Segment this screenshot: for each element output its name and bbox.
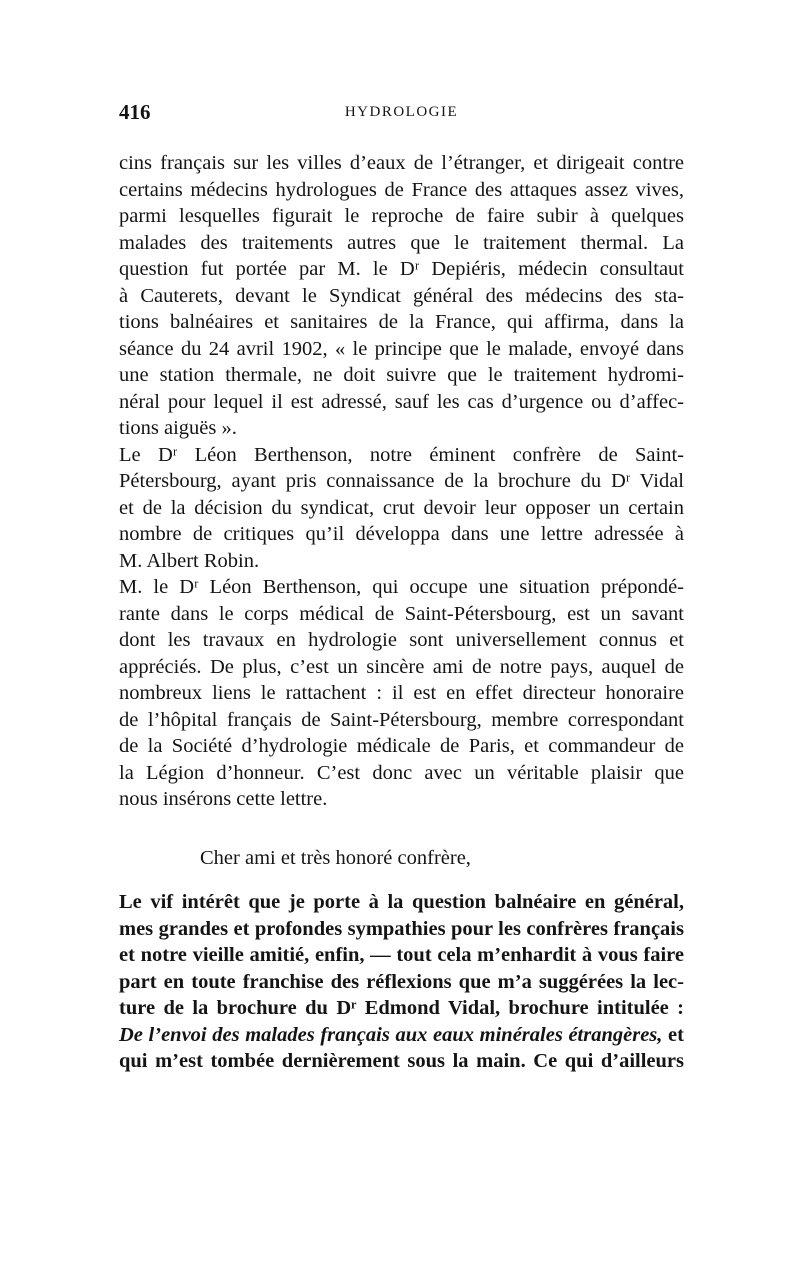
text-line: certains médecins hydrologues de France des attaques assez vives, (119, 178, 684, 201)
text-line: nombreux liens le rattachent : il est en effet directeur honoraire (119, 682, 684, 704)
letter-line-with-title (119, 1022, 684, 1049)
letter-line: ture de la brochure du Dʳ Edmond Vidal, brochure intitulée : (119, 997, 684, 1019)
text-line: une station thermale, ne doit suivre que le traitement hydromi- (119, 364, 684, 386)
letter-line: et notre vieille amitié, enfin, — tout cela m’enhardit à vous faire (119, 944, 684, 966)
text-line: M. le Dʳ Léon Berthenson, qui occupe une situation prépondé- (119, 576, 684, 598)
text-line: nous insérons cette lettre. (119, 788, 328, 810)
text-line: M. Albert Robin. (119, 549, 260, 572)
text-line: et de la décision du syndicat, crut devoir leur opposer un certain (119, 496, 684, 519)
running-title: HYDROLOGIE (344, 104, 459, 120)
page-number: 416 (119, 100, 151, 124)
text-line: la Légion d’honneur. C’est donc avec un véritable plaisir que (119, 761, 684, 784)
text-line: de la Société d’hydrologie médicale de Paris, et commandeur de (119, 735, 684, 757)
text-line: parmi lesquelles figurait le reproche de faire subir à quelques (119, 205, 684, 227)
letter-salutation: Cher ami et très honoré confrère, (200, 846, 471, 869)
letter-line: qui m’est tombée dernièrement sous la main. Ce qui d’ailleurs (119, 1050, 684, 1072)
brochure-title: De l’envoi des malades français aux eaux minérales étrangères, (119, 1023, 663, 1046)
letter-line: Le vif intérêt que je porte à la question balnéaire en général, (119, 891, 684, 913)
body-text (119, 150, 684, 813)
text-line: malades des traitements autres que le traitement thermal. La (119, 231, 684, 254)
text-line: question fut portée par M. le Dʳ Depiéris, médecin consultaut (119, 258, 684, 280)
text-line: appréciés. De plus, c’est un sincère ami de notre pays, auquel de (119, 655, 684, 678)
running-head (119, 100, 684, 130)
text-line: Pétersbourg, ayant pris connaissance de la brochure du Dʳ Vidal (119, 470, 684, 492)
text-line: tions aiguës ». (119, 417, 237, 439)
letter-line: mes grandes et profondes sympathies pour les confrères français (119, 917, 684, 940)
book-page (119, 100, 684, 1075)
text-line: cins français sur les villes d’eaux de l’étranger, et dirigeait contre (119, 152, 684, 174)
text-line: séance du 24 avril 1902, « le principe que le malade, envoyé dans (119, 337, 684, 360)
text-line: tions balnéaires et sanitaires de la France, qui affirma, dans la (119, 311, 684, 333)
text-line: de l’hôpital français de Saint-Pétersbourg, membre correspondant (119, 708, 684, 731)
text-line: nombre de critiques qu’il développa dans une lettre adressée à (119, 523, 684, 545)
letter-body (119, 889, 684, 1075)
letter-line-rest: et (662, 1023, 684, 1046)
text-line: Le Dʳ Léon Berthenson, notre éminent confrère de Saint- (119, 443, 684, 466)
text-line: à Cauterets, devant le Syndicat général des médecins des sta- (119, 284, 684, 307)
letter-line: part en toute franchise des réflexions que m’a suggérées la lec- (119, 970, 684, 993)
text-line: dont les travaux en hydrologie sont universellement connus et (119, 629, 684, 651)
text-line: rante dans le corps médical de Saint-Pétersbourg, est un savant (119, 602, 684, 625)
text-line: néral pour lequel il est adressé, sauf les cas d’urgence ou d’affec- (119, 390, 684, 413)
